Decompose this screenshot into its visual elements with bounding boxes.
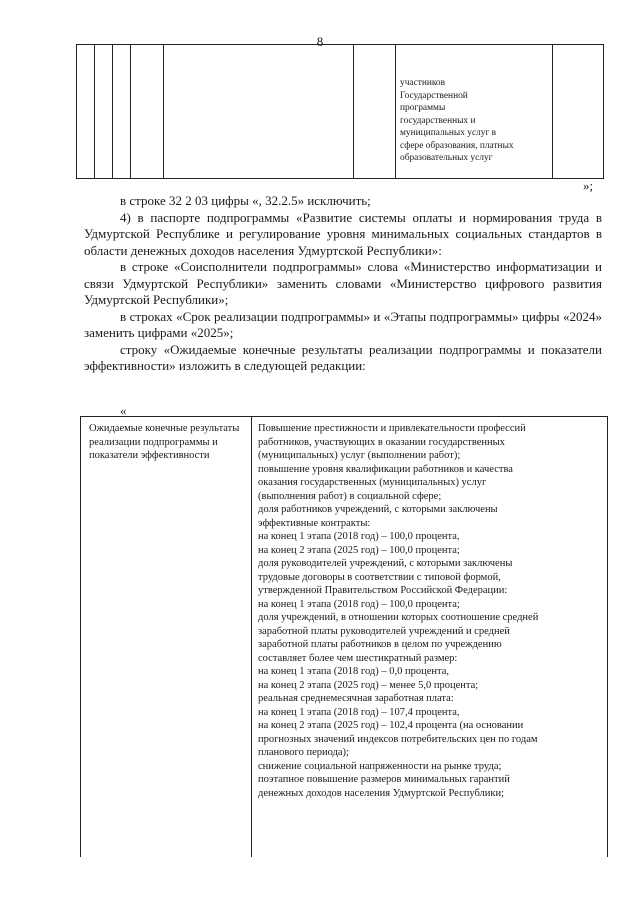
cell-line: реальная среднемесячная заработная плата: [258, 693, 454, 704]
cell-line: планового периода); [258, 747, 349, 758]
cell-line: на конец 1 этапа (2018 год) – 100,0 процента, [258, 531, 460, 542]
amendment-text [84, 193, 602, 375]
cell-line: трудовые договоры в соответствии с типовой формой, [258, 571, 501, 583]
cell-line: на конец 1 этапа (2018 год) – 100,0 процента; [258, 598, 460, 610]
cell-line: доля учреждений, в отношении которых соотношение средней [258, 612, 539, 623]
cell-line: программы [400, 103, 446, 113]
table-column-divider [251, 417, 252, 857]
cell-line: (муниципальных) услуг (выполнении работ); [258, 450, 461, 461]
cell-line: заработной платы работников в целом по учреждению [258, 639, 502, 650]
paragraph: в строках «Срок реализации подпрограммы» и «Этапы подпрограммы» цифры «2024» заменить цифрами «2025»; [84, 308, 602, 340]
cell-line: на конец 1 этапа (2018 год) – 107,4 процента, [258, 706, 460, 718]
cell-line: государственных и [400, 115, 476, 126]
cell-line: Повышение престижности и привлекательности профессий [258, 423, 526, 434]
cell-line: денежных доходов населения Удмуртской Республики; [258, 787, 505, 799]
closing-quote: »; [583, 178, 594, 193]
cell-line: на конец 2 этапа (2025 год) – менее 5,0 процента; [258, 679, 479, 691]
cell-line: (выполнения работ) в социальной сфере; [258, 490, 442, 502]
table-column-divider [94, 45, 95, 178]
cell-line: образовательных услуг [400, 153, 493, 163]
cell-line: составляет более чем шестикратный размер: [258, 652, 458, 664]
cell-line: прогнозных значений индексов потребительских цен по годам [258, 733, 538, 745]
results-table [80, 416, 608, 857]
table-cell-text [400, 77, 550, 165]
paragraph: 4) в паспорте подпрограммы «Развитие системы оплаты и нормирования труда в Удмуртской Республике и регулирование уровня минимальных социальных стандартов в области денежных доходов населения Удмуртской Республики»: [84, 209, 602, 258]
cell-line: поэтапное повышение размеров минимальных гарантий [258, 774, 510, 785]
table-column-divider [112, 45, 113, 178]
row-header-cell: Ожидаемые конечные результаты реализации подпрограммы и показатели эффективности [89, 423, 240, 461]
page-number: 8 [316, 34, 324, 49]
table-fragment-top [76, 44, 604, 179]
cell-line: снижение социальной напряженности на рынке труда; [258, 760, 502, 772]
table-column-divider [552, 45, 553, 178]
table-column-divider [395, 45, 396, 178]
cell-line: работников, участвующих в оказании государственных [258, 436, 505, 448]
cell-line: доля руководителей учреждений, с которыми заключены [258, 558, 513, 569]
cell-line: эффективные контракты: [258, 517, 371, 529]
cell-line: на конец 2 этапа (2025 год) – 102,4 процента (на основании [258, 720, 524, 731]
cell-line: участников [400, 78, 446, 88]
cell-line: доля работников учреждений, с которыми заключены [258, 504, 498, 515]
cell-line: сфере образования, платных [400, 140, 514, 151]
paragraph: в строке «Соисполнители подпрограммы» слова «Министерство информатизации и связи Удмуртской Республики» заменить словами «Министерство цифрового развития Удмуртской Республики»; [84, 259, 602, 307]
cell-line: на конец 1 этапа (2018 год) – 0,0 процента, [258, 666, 449, 677]
opening-quote: « [120, 403, 127, 418]
table-column-divider [353, 45, 354, 178]
cell-line: Государственной [400, 90, 468, 101]
paragraph: в строке 32 2 03 цифры «, 32.2.5» исключить; [120, 193, 371, 208]
cell-line: утвержденной Правительством Российской Федерации: [258, 585, 508, 596]
table-column-divider [130, 45, 131, 178]
cell-line: на конец 2 этапа (2025 год) – 100,0 процента; [258, 544, 460, 556]
cell-line: заработной платы руководителей учреждений и средней [258, 625, 510, 637]
cell-line: оказания государственных (муниципальных) услуг [258, 477, 487, 488]
table-column-divider [163, 45, 164, 178]
paragraph: строку «Ожидаемые конечные результаты реализации подпрограммы и показатели эффективности» изложить в следующей редакции: [84, 341, 602, 373]
results-cell [258, 422, 602, 800]
cell-line: повышение уровня квалификации работников и качества [258, 463, 513, 475]
cell-line: муниципальных услуг в [400, 128, 497, 138]
